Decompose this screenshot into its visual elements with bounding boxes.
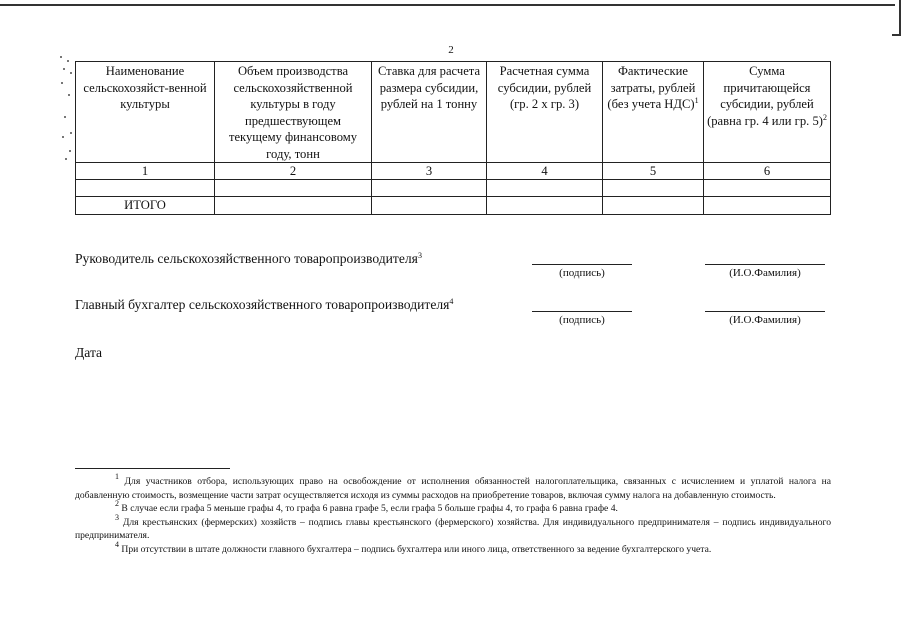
column-number-row [76,163,831,180]
page-number: 2 [448,44,454,56]
table-cell [487,180,603,197]
total-label: ИТОГО [76,197,215,215]
header-calculated-subsidy: Расчетная сумма субсидии, рублей (гр. 2 х гр. 3) [487,62,603,163]
name-caption: (И.О.Фамилия) [729,314,801,326]
footnote-4: $^4$ При отсутствии в штате должности главного бухгалтера – подпись бухгалтера или иного лица, ответственного за ведение бухгалтерского учета. [115,539,712,555]
column-number: 1 [76,163,215,180]
footnote-ref-3: 3 [417,251,422,260]
footnote-1: $^1$ Для участников отбора, использующих право на освобождение от исполнения обязанностей налогоплательщика, связанных с исчислением и уплатой налога на добавленную стоимость, возмещение части затрат осуществляется исходя из суммы расходов на приобретение товаров, включая сумму налога на добавленную стоимость. [75,472,831,501]
name-line [705,311,825,312]
date-label: Дата [75,345,103,360]
table-cell [215,197,372,215]
footnote-ref-1: 1 [694,96,699,105]
table-cell [372,197,487,215]
table-row [76,180,831,197]
header-actual-costs: Фактические затраты, рублей (без учета НДС)$^1$ [603,62,704,163]
table-cell [603,197,704,215]
signature-caption: (подпись) [559,267,605,279]
signature-line [532,311,632,312]
table-cell [372,180,487,197]
right-border-tick [892,34,901,36]
footnotes [75,472,832,556]
header-subsidy-due: Сумма причитающейся субсидии, рублей (равна гр. 4 или гр. 5)$^2$ [704,62,831,163]
footnote-ref-2: 2 [822,112,827,122]
table-header-row [76,62,831,163]
column-number: 6 [704,163,831,180]
total-row [76,197,831,215]
header-rate: Ставка для расчета размера субсидии, рублей на 1 тонну [372,62,487,163]
signature-caption: (подпись) [559,314,605,326]
header-production-volume: Объем производства сельскохозяйственной культуры в году предшествующем текущему финансовому году, тонн [215,62,372,163]
table-cell [76,180,215,197]
signature-label-accountant: Главный бухгалтер сельскохозяйственного товаропроизводителя$^4$ [75,297,454,312]
footnote-3: $^3$ Для крестьянских (фермерских) хозяйств – подпись главы крестьянского (фермерского) хозяйства. Для индивидуального предпринимателя – подпись индивидуального предпринимателя. [75,512,832,541]
footnote-2: $^2$ В случае если графа 5 меньше графы 4, то графа 6 равна графе 5, если графа 5 больше графы 4, то графа 6 равна графе 4. [115,499,618,514]
column-number: 3 [372,163,487,180]
footnote-ref-4: 4 [449,297,454,306]
table-cell [704,180,831,197]
table-cell [603,180,704,197]
subsidy-table [75,61,831,215]
name-line [705,264,825,265]
signature-label-head: Руководитель сельскохозяйственного товаропроизводителя$^3$ [75,251,422,266]
column-number: 5 [603,163,704,180]
scan-artifact-dots [58,54,74,164]
table-cell [215,180,372,197]
table-cell [704,197,831,215]
column-number: 2 [215,163,372,180]
signature-line [532,264,632,265]
right-border-line [899,0,901,36]
table-cell [487,197,603,215]
name-caption: (И.О.Фамилия) [729,267,801,279]
column-number: 4 [487,163,603,180]
footnote-separator [75,468,230,469]
top-border-line [0,4,895,6]
header-crop-name: Наименование сельскохозяйст-венной культуры [76,62,215,163]
